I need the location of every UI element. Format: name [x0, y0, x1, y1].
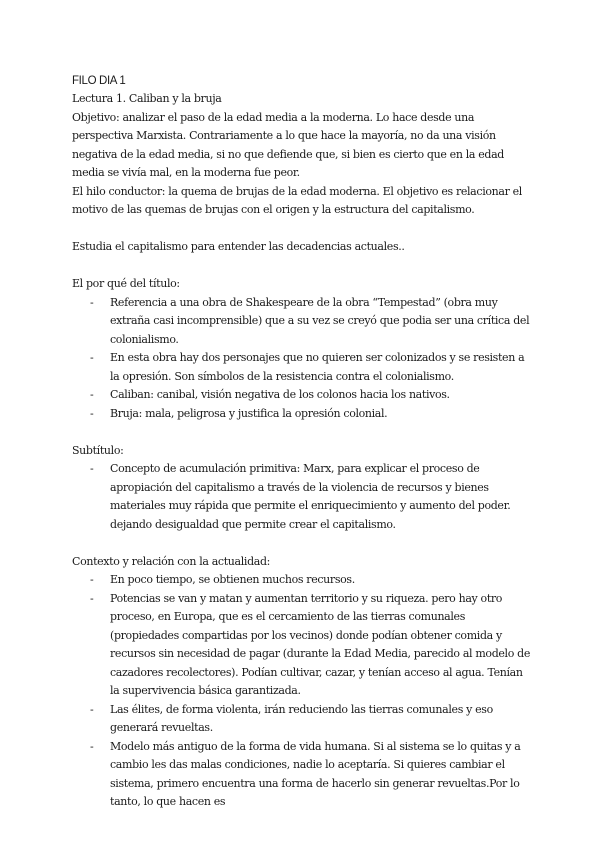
dash-bullet-icon: -: [90, 573, 94, 586]
list-item: [72, 571, 532, 590]
dash-bullet-icon: -: [90, 739, 94, 753]
porque-list: [72, 294, 532, 424]
list-item: [72, 349, 532, 386]
list-item: [72, 460, 532, 534]
list-item: [72, 386, 532, 405]
objetivo-paragraph: Objetivo: analizar el paso de la edad media a la moderna. Lo hace desde una perspectiva Marxista. Contrariamente a lo que hace la mayoría, no da una visión negativa de la edad media, si no que defiende que, si bien es cierto que en la edad media se vivía mal, en la moderna fue peor.: [72, 110, 504, 179]
dash-bullet-icon: -: [90, 388, 94, 401]
lectura-heading: Lectura 1. Caliban y la bruja: [72, 92, 222, 105]
hilo-conductor-paragraph: El hilo conductor: la quema de brujas de la edad moderna. El objetivo es relacionar el motivo de las quemas de brujas con el origen y la estructura del capitalismo.: [72, 184, 522, 216]
dash-bullet-icon: -: [90, 351, 94, 364]
dash-bullet-icon: -: [90, 591, 94, 605]
list-item-text: Referencia a una obra de Shakespeare de la obra “Tempestad” (obra muy extraña casi incomprensible) que a su vez se creyó que podia ser una crítica del colonialismo.: [110, 295, 530, 346]
list-item-text: Potencias se van y matan y aumentan territorio y su riqueza. pero hay otro proceso, en Europa, que es el cercamiento de las tierras comunales (propiedades compartidas por los vecinos) donde podían obtener comida y recursos sin necesidad de pagar (durante la Edad Media, parecido al modelo de cazadores recolectores). Podían cultivar, cazar, y tenían acceso al agua. Tenían la supervivencia básica garantizada.: [110, 591, 530, 697]
list-item: [72, 294, 532, 350]
contexto-list: [72, 571, 532, 812]
spacer: [72, 257, 532, 276]
dash-bullet-icon: -: [90, 462, 94, 475]
list-item: [72, 738, 532, 812]
subtitulo-list: [72, 460, 532, 534]
list-item-text: Las élites, de forma violenta, irán reduciendo las tierras comunales y eso generará revueltas.: [110, 702, 493, 734]
document-page: [72, 72, 532, 812]
list-item: [72, 405, 532, 424]
dash-bullet-icon: -: [90, 702, 94, 716]
list-item-text: Concepto de acumulación primitiva: Marx, para explicar el proceso de apropiación del capitalismo a través de la violencia de recursos y bienes materiales muy rápida que permite el enriquecimiento y aumento del poder. dejando desigualdad que permite crear el capitalismo.: [110, 462, 511, 531]
porque-heading: El por qué del título:: [72, 277, 180, 290]
list-item-text: Caliban: canibal, visión negativa de los colonos hacia los nativos.: [110, 388, 450, 401]
dash-bullet-icon: -: [90, 295, 94, 309]
list-item-text: Modelo más antiguo de la forma de vida humana. Si al sistema se lo quitas y a cambio les das malas condiciones, nadie lo aceptaría. Si quieres cambiar el sistema, primero encuentra una forma de hacerlo sin generar revueltas.Por lo tanto, lo que hacen es: [110, 739, 521, 808]
list-item-text: En esta obra hay dos personajes que no quieren ser colonizados y se resisten a la opresión. Son símbolos de la resistencia contra el colonialismo.: [110, 351, 525, 383]
subtitulo-heading: Subtítulo:: [72, 443, 124, 457]
document-title: FILO DIA 1: [72, 75, 126, 87]
spacer: [72, 423, 532, 442]
estudia-paragraph: Estudia el capitalismo para entender las decadencias actuales..: [72, 240, 405, 253]
spacer: [72, 534, 532, 553]
spacer: [72, 220, 532, 239]
dash-bullet-icon: -: [90, 406, 94, 420]
list-item-text: En poco tiempo, se obtienen muchos recursos.: [110, 573, 355, 586]
list-item: [72, 701, 532, 738]
list-item-text: Bruja: mala, peligrosa y justifica la opresión colonial.: [110, 406, 388, 420]
contexto-heading: Contexto y relación con la actualidad:: [72, 554, 271, 568]
list-item: [72, 590, 532, 701]
